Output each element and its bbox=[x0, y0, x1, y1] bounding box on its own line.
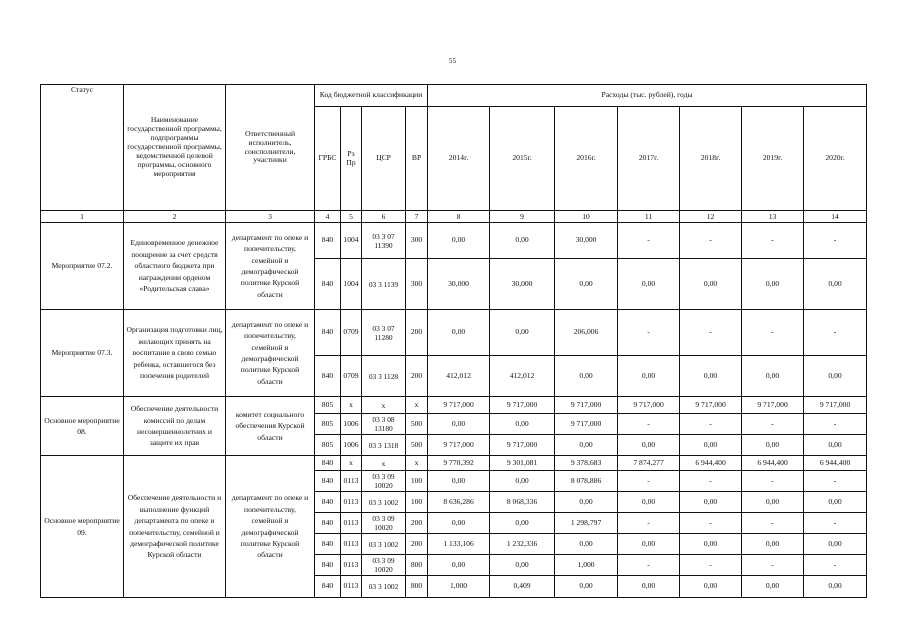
rzpr-cell: 0113 bbox=[341, 471, 362, 492]
value-cell: - bbox=[618, 310, 680, 356]
value-cell: - bbox=[742, 555, 804, 576]
value-cell: 30,000 bbox=[490, 259, 555, 310]
value-cell: - bbox=[742, 310, 804, 356]
rzpr-cell: 0113 bbox=[341, 513, 362, 534]
value-cell: 0,00 bbox=[680, 435, 742, 456]
value-cell: 0,00 bbox=[555, 259, 618, 310]
table-header bbox=[41, 85, 867, 223]
csr-cell: 03 3 07 11280 bbox=[362, 310, 406, 356]
value-cell: 0,00 bbox=[428, 471, 490, 492]
grbs-cell: 805 bbox=[315, 435, 341, 456]
header-year: 2016г. bbox=[555, 107, 618, 211]
csr-cell: 03 3 08 13180 bbox=[362, 414, 406, 435]
value-cell: 412,012 bbox=[428, 356, 490, 397]
column-number: 11 bbox=[618, 211, 680, 223]
header-rzpr: Рз Пр bbox=[341, 107, 362, 211]
page-number: 55 bbox=[449, 57, 456, 65]
table-body bbox=[41, 223, 867, 598]
value-cell: 0,00 bbox=[804, 492, 867, 513]
value-cell: 1 232,336 bbox=[490, 534, 555, 555]
value-cell: 9 717,000 bbox=[555, 397, 618, 414]
value-cell: 0,00 bbox=[804, 534, 867, 555]
column-numbers-row bbox=[41, 211, 867, 223]
value-cell: 0,00 bbox=[555, 435, 618, 456]
header-name: Наименование государственной программы, подпрограммы государственной программы, ведомственной целевой программы, основного мероприятия bbox=[124, 85, 226, 211]
column-number: 14 bbox=[804, 211, 867, 223]
value-cell: 0,00 bbox=[618, 356, 680, 397]
header-year: 2014г. bbox=[428, 107, 490, 211]
value-cell: 0,00 bbox=[490, 414, 555, 435]
csr-cell: х bbox=[362, 456, 406, 471]
rzpr-cell: х bbox=[341, 397, 362, 414]
grbs-cell: 805 bbox=[315, 414, 341, 435]
csr-cell: 03 3 1128 bbox=[362, 356, 406, 397]
value-cell: 9 301,081 bbox=[490, 456, 555, 471]
value-cell: 9 717,000 bbox=[618, 397, 680, 414]
value-cell: 7 874,277 bbox=[618, 456, 680, 471]
vr-cell: 200 bbox=[406, 310, 428, 356]
column-number: 1 bbox=[41, 211, 124, 223]
value-cell: - bbox=[680, 414, 742, 435]
value-cell: 1,000 bbox=[428, 576, 490, 598]
value-cell: 30,000 bbox=[555, 223, 618, 259]
name-cell: Обеспечение деятельности и выполнение функций департамента по опеке и попечительству, семейной и демографической политике Курской области bbox=[124, 456, 226, 598]
value-cell: 8 636,286 bbox=[428, 492, 490, 513]
grbs-cell: 840 bbox=[315, 534, 341, 555]
value-cell: - bbox=[804, 513, 867, 534]
grbs-cell: 840 bbox=[315, 492, 341, 513]
value-cell: 0,00 bbox=[490, 471, 555, 492]
csr-cell: 03 3 09 10020 bbox=[362, 513, 406, 534]
rzpr-cell: х bbox=[341, 456, 362, 471]
value-cell: 0,00 bbox=[742, 435, 804, 456]
header-grbs: ГРБС bbox=[315, 107, 341, 211]
vr-cell: х bbox=[406, 456, 428, 471]
csr-cell: 03 3 09 10020 bbox=[362, 471, 406, 492]
value-cell: - bbox=[742, 471, 804, 492]
value-cell: - bbox=[680, 513, 742, 534]
value-cell: 6 944,400 bbox=[742, 456, 804, 471]
header-year: 2018г. bbox=[680, 107, 742, 211]
csr-cell: 03 3 09 10020 bbox=[362, 555, 406, 576]
value-cell: 30,000 bbox=[428, 259, 490, 310]
rzpr-cell: 0709 bbox=[341, 356, 362, 397]
value-cell: 0,00 bbox=[618, 492, 680, 513]
value-cell: 0,00 bbox=[742, 259, 804, 310]
header-status: Статус bbox=[41, 85, 124, 211]
responsible-cell: департамент по опеке и попечительству, семейной и демографической политике Курской области bbox=[226, 223, 315, 310]
vr-cell: 100 bbox=[406, 471, 428, 492]
value-cell: 0,00 bbox=[490, 513, 555, 534]
header-year: 2019г. bbox=[742, 107, 804, 211]
value-cell: 0,00 bbox=[555, 576, 618, 598]
header-year: 2015г. bbox=[490, 107, 555, 211]
column-number: 9 bbox=[490, 211, 555, 223]
value-cell: 0,00 bbox=[618, 534, 680, 555]
value-cell: 0,00 bbox=[428, 310, 490, 356]
column-number: 8 bbox=[428, 211, 490, 223]
table-row bbox=[41, 223, 867, 259]
rzpr-cell: 1004 bbox=[341, 223, 362, 259]
header-code-group: Код бюджетной классификации bbox=[315, 85, 428, 107]
value-cell: - bbox=[680, 555, 742, 576]
name-cell: Обеспечение деятельности комиссий по делам несовершеннолетних и защите их прав bbox=[124, 397, 226, 456]
responsible-cell: департамент по опеке и попечительству, семейной и демографической политике Курской области bbox=[226, 456, 315, 598]
value-cell: - bbox=[618, 471, 680, 492]
value-cell: 0,00 bbox=[428, 414, 490, 435]
value-cell: 0,00 bbox=[555, 534, 618, 555]
name-cell: Организация подготовки лиц, желающих принять на воспитание в свою семью ребенка, оставшегося без попечения родителей bbox=[124, 310, 226, 397]
value-cell: 0,00 bbox=[555, 492, 618, 513]
csr-cell: 03 3 1318 bbox=[362, 435, 406, 456]
value-cell: 0,00 bbox=[680, 356, 742, 397]
value-cell: 0,00 bbox=[680, 576, 742, 598]
value-cell: 9 717,000 bbox=[428, 397, 490, 414]
value-cell: - bbox=[742, 513, 804, 534]
column-number: 2 bbox=[124, 211, 226, 223]
column-number: 10 bbox=[555, 211, 618, 223]
value-cell: 0,00 bbox=[618, 259, 680, 310]
column-number: 5 bbox=[341, 211, 362, 223]
vr-cell: 200 bbox=[406, 356, 428, 397]
header-year: 2020г. bbox=[804, 107, 867, 211]
column-number: 7 bbox=[406, 211, 428, 223]
grbs-cell: 840 bbox=[315, 223, 341, 259]
value-cell: 0,00 bbox=[680, 492, 742, 513]
vr-cell: 800 bbox=[406, 555, 428, 576]
value-cell: 9 770,392 bbox=[428, 456, 490, 471]
value-cell: 9 717,000 bbox=[490, 397, 555, 414]
table-row bbox=[41, 397, 867, 414]
rzpr-cell: 1006 bbox=[341, 435, 362, 456]
value-cell: - bbox=[804, 310, 867, 356]
value-cell: 0,409 bbox=[490, 576, 555, 598]
header-expenses-group: Расходы (тыс. рублей), годы bbox=[428, 85, 867, 107]
column-number: 6 bbox=[362, 211, 406, 223]
csr-cell: 03 3 1002 bbox=[362, 534, 406, 555]
vr-cell: х bbox=[406, 397, 428, 414]
value-cell: 9 717,000 bbox=[680, 397, 742, 414]
rzpr-cell: 0113 bbox=[341, 534, 362, 555]
grbs-cell: 840 bbox=[315, 555, 341, 576]
value-cell: 0,00 bbox=[428, 555, 490, 576]
value-cell: - bbox=[742, 223, 804, 259]
csr-cell: 03 3 1002 bbox=[362, 576, 406, 598]
value-cell: 0,00 bbox=[804, 576, 867, 598]
value-cell: 1 298,797 bbox=[555, 513, 618, 534]
grbs-cell: 840 bbox=[315, 576, 341, 598]
vr-cell: 100 bbox=[406, 492, 428, 513]
value-cell: 0,00 bbox=[680, 534, 742, 555]
column-number: 13 bbox=[742, 211, 804, 223]
value-cell: - bbox=[742, 414, 804, 435]
column-number: 4 bbox=[315, 211, 341, 223]
status-cell: Основное мероприятие 09. bbox=[41, 456, 124, 598]
header-csr: ЦСР bbox=[362, 107, 406, 211]
value-cell: 1 133,106 bbox=[428, 534, 490, 555]
value-cell: - bbox=[804, 471, 867, 492]
value-cell: 0,00 bbox=[804, 259, 867, 310]
value-cell: 6 944,400 bbox=[680, 456, 742, 471]
vr-cell: 300 bbox=[406, 223, 428, 259]
vr-cell: 800 bbox=[406, 576, 428, 598]
grbs-cell: 840 bbox=[315, 513, 341, 534]
value-cell: 9 717,000 bbox=[804, 397, 867, 414]
value-cell: 0,00 bbox=[618, 576, 680, 598]
value-cell: - bbox=[618, 555, 680, 576]
grbs-cell: 840 bbox=[315, 310, 341, 356]
value-cell: 0,00 bbox=[555, 356, 618, 397]
header-responsible: Ответственный исполнитель, соисполнители, участники bbox=[226, 85, 315, 211]
rzpr-cell: 0113 bbox=[341, 576, 362, 598]
value-cell: 0,00 bbox=[742, 534, 804, 555]
value-cell: 0,00 bbox=[490, 555, 555, 576]
value-cell: 412,012 bbox=[490, 356, 555, 397]
header-vr: ВР bbox=[406, 107, 428, 211]
csr-cell: 03 3 1002 bbox=[362, 492, 406, 513]
status-cell: Основное мероприятие 08. bbox=[41, 397, 124, 456]
name-cell: Единовременное денежное поощрение за счет средств областного бюджета при награждении орденом «Родительская слава» bbox=[124, 223, 226, 310]
value-cell: 206,006 bbox=[555, 310, 618, 356]
grbs-cell: 840 bbox=[315, 356, 341, 397]
value-cell: 8 068,336 bbox=[490, 492, 555, 513]
rzpr-cell: 1004 bbox=[341, 259, 362, 310]
rzpr-cell: 0113 bbox=[341, 555, 362, 576]
csr-cell: 03 3 07 11390 bbox=[362, 223, 406, 259]
grbs-cell: 840 bbox=[315, 456, 341, 471]
value-cell: 9 717,000 bbox=[555, 414, 618, 435]
value-cell: 6 944,400 bbox=[804, 456, 867, 471]
value-cell: 0,00 bbox=[742, 576, 804, 598]
csr-cell: 03 3 1139 bbox=[362, 259, 406, 310]
grbs-cell: 840 bbox=[315, 259, 341, 310]
value-cell: - bbox=[804, 414, 867, 435]
value-cell: 9 717,000 bbox=[428, 435, 490, 456]
value-cell: 0,00 bbox=[490, 310, 555, 356]
value-cell: - bbox=[804, 223, 867, 259]
vr-cell: 200 bbox=[406, 534, 428, 555]
value-cell: 0,00 bbox=[742, 492, 804, 513]
value-cell: 0,00 bbox=[804, 356, 867, 397]
value-cell: - bbox=[618, 223, 680, 259]
value-cell: - bbox=[618, 513, 680, 534]
budget-table bbox=[40, 84, 867, 598]
status-cell: Мероприятие 07.3. bbox=[41, 310, 124, 397]
value-cell: - bbox=[618, 414, 680, 435]
vr-cell: 300 bbox=[406, 259, 428, 310]
vr-cell: 500 bbox=[406, 435, 428, 456]
vr-cell: 500 bbox=[406, 414, 428, 435]
column-number: 12 bbox=[680, 211, 742, 223]
value-cell: 0,00 bbox=[618, 435, 680, 456]
value-cell: 0,00 bbox=[742, 356, 804, 397]
value-cell: - bbox=[680, 310, 742, 356]
rzpr-cell: 0709 bbox=[341, 310, 362, 356]
rzpr-cell: 1006 bbox=[341, 414, 362, 435]
value-cell: - bbox=[680, 471, 742, 492]
csr-cell: х bbox=[362, 397, 406, 414]
responsible-cell: департамент по опеке и попечительству, семейной и демографической политике Курской области bbox=[226, 310, 315, 397]
table-row bbox=[41, 456, 867, 471]
status-cell: Мероприятие 07.2. bbox=[41, 223, 124, 310]
value-cell: - bbox=[804, 555, 867, 576]
grbs-cell: 805 bbox=[315, 397, 341, 414]
value-cell: 0,00 bbox=[428, 223, 490, 259]
value-cell: 1,000 bbox=[555, 555, 618, 576]
value-cell: 9 717,000 bbox=[742, 397, 804, 414]
value-cell: 9 378,683 bbox=[555, 456, 618, 471]
value-cell: 0,00 bbox=[680, 259, 742, 310]
value-cell: 0,00 bbox=[490, 223, 555, 259]
value-cell: 9 717,000 bbox=[490, 435, 555, 456]
value-cell: 0,00 bbox=[804, 435, 867, 456]
header-year: 2017г. bbox=[618, 107, 680, 211]
value-cell: 8 078,886 bbox=[555, 471, 618, 492]
value-cell: - bbox=[680, 223, 742, 259]
rzpr-cell: 0113 bbox=[341, 492, 362, 513]
value-cell: 0,00 bbox=[428, 513, 490, 534]
responsible-cell: комитет социального обеспечения Курской области bbox=[226, 397, 315, 456]
table-row bbox=[41, 310, 867, 356]
grbs-cell: 840 bbox=[315, 471, 341, 492]
vr-cell: 200 bbox=[406, 513, 428, 534]
column-number: 3 bbox=[226, 211, 315, 223]
